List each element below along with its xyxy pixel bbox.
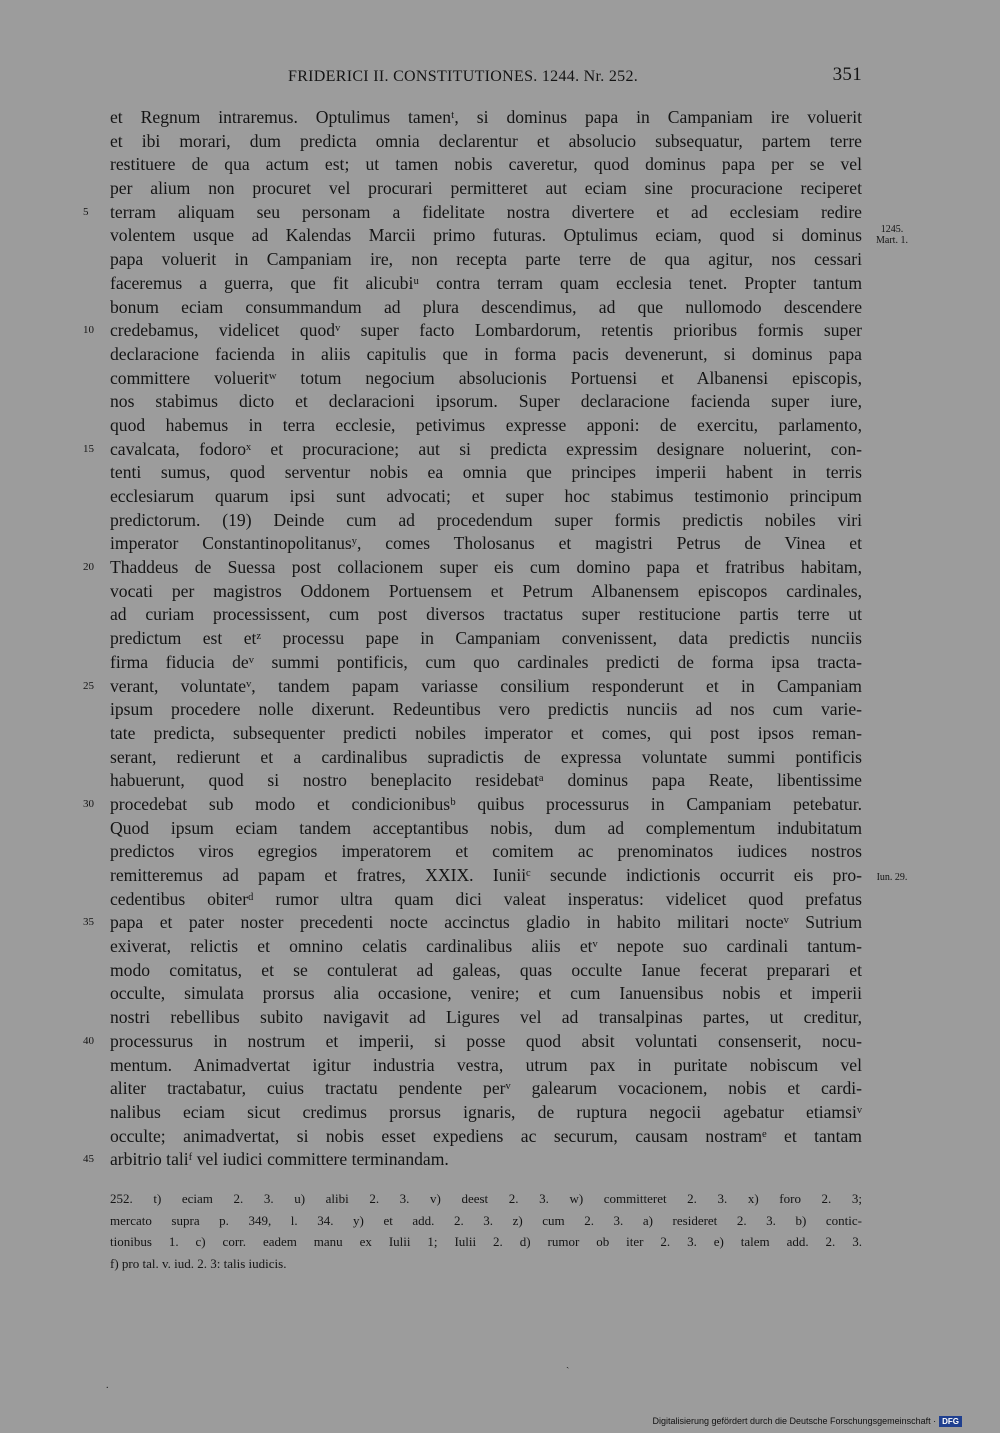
text-line: serant, redierunt et a cardinalibus supradictis de expressa voluntate summi pontificis	[110, 746, 862, 767]
text-line: nos stabimus dicto et declaracioni ipsorum. Super declaracione facienda super iure,	[110, 391, 862, 412]
line-number: 45	[83, 1153, 94, 1166]
text-line: ipsum procedere nolle dixerunt. Redeuntibus vero predictis nunciis ad nos cum varie-	[110, 699, 862, 720]
text-line: exiverat, relictis et omnino celatis cardinalibus aliis etᵛ nepote suo cardinali tantum-	[110, 936, 862, 957]
text-line-content: procedebat sub modo et condicionibusᵇ quibus processurus in Campaniam petebatur.	[110, 793, 862, 814]
text-line: occulte, simulata prorsus alia occasione, venire; et cum Ianuensibus nobis et imperii	[110, 983, 862, 1004]
margin-note-date: Iun. 29.	[876, 872, 908, 883]
margin-note-date: Mart. 1.	[876, 235, 908, 246]
margin-date-note	[862, 872, 922, 883]
running-title: FRIDERICI II. CONSTITUTIONES. 1244. Nr. 252.	[288, 68, 639, 85]
text-line-content: Thaddeus de Suessa post collacionem super eis cum domino papa et fratribus habitam,	[110, 557, 862, 578]
text-line	[83, 438, 862, 462]
text-line: per alium non procuret vel procurari permitteret aut eciam sine procuracione reciperet	[110, 178, 862, 199]
text-line: firma fiducia deᵛ summi pontificis, cum quo cardinales predicti de forma ipsa tracta-	[110, 651, 862, 672]
line-number: 40	[83, 1034, 94, 1047]
line-number: 25	[83, 679, 94, 692]
text-line: nostri rebellibus subito navigavit ad Ligures vel ad transalpinas partes, ut creditur,	[110, 1007, 862, 1028]
footnotes	[110, 1188, 862, 1274]
text-line: predictos viros egregios imperatorem et comitem ac prenominatos iudices nostros	[110, 841, 862, 862]
footnote-line: tionibus 1. c) corr. eadem manu ex Iulii 1; Iulii 2. d) rumor ob iter 2. 3. e) talem add. 2. 3.	[110, 1234, 862, 1249]
text-line: remitteremus ad papam et fratres, XXIX. Iuniiᶜ secunde indictionis occurrit eis pro-	[110, 865, 862, 885]
line-number: 5	[83, 205, 89, 218]
text-line: cedentibus obiterᵈ rumor ultra quam dici valeat insperatus: videlicet quod prefatus	[110, 888, 862, 909]
text-line: predictum est etᶻ processu pape in Campaniam convenissent, data predictis nunciis	[110, 628, 862, 649]
text-line: et ibi morari, dum predicta omnia declarentur et absolucio subsequatur, partem terre	[110, 130, 862, 151]
text-line: declaracione facienda in aliis capitulis que in forma pacis devenerunt, si dominus papa	[110, 343, 862, 364]
text-line	[83, 1148, 862, 1172]
text-line: habuerunt, quod si nostro beneplacito residebatᵃ dominus papa Reate, libentissime	[110, 770, 862, 791]
text-line	[83, 556, 862, 580]
text-line: restituere de qua actum est; ut tamen nobis caveretur, quod dominus papa per se vel	[110, 154, 862, 175]
text-line	[83, 1030, 862, 1054]
text-line-content: arbitrio taliᶠ vel iudici committere terminandam.	[110, 1149, 449, 1170]
footnote-line: mercato supra p. 349, l. 34. y) et add. 2. 3. z) cum 2. 3. a) resideret 2. 3. b) contic-	[110, 1212, 862, 1228]
text-line: et Regnum intraremus. Optulimus tamenᵗ, si dominus papa in Campaniam ire voluerit	[110, 107, 862, 127]
funding-credit-text: Digitalisierung gefördert durch die Deutsche Forschungsgemeinschaft ·	[652, 1416, 937, 1426]
text-line: bonum eciam consummandum ad plura descendimus, ad que nullomodo descendere	[110, 296, 862, 317]
page-header	[110, 64, 862, 90]
text-line-content: credebamus, videlicet quodᵛ super facto Lombardorum, retentis prioribus formis super	[110, 320, 862, 341]
text-line: faceremus a guerra, que fit alicubiᵘ contra terram quam ecclesia tenet. Propter tantum	[110, 272, 862, 293]
text-line: papa voluerit in Campaniam ire, non recepta parte terre de qua agitur, nos cessari	[110, 249, 862, 270]
page-number: 351	[832, 64, 862, 85]
text-line: volentem usque ad Kalendas Marcii primo futuras. Optulimus eciam, quod si dominus	[110, 225, 862, 246]
dfg-logo: DFG	[939, 1416, 962, 1427]
text-line-content: verant, voluntateᵛ, tandem papam variasse consilium responderunt et in Campaniam	[110, 675, 862, 696]
text-line: committere volueritʷ totum negocium absolucionis Portuensi et Albanensi episcopis,	[110, 367, 862, 388]
text-line: modo comitatus, et se contulerat ad galeas, quas occulte Ianue fecerat preparari et	[110, 959, 862, 980]
text-line: vocati per magistros Oddonem Portuensem et Petrum Albanensem episcopos cardinales,	[110, 580, 862, 601]
line-number: 30	[83, 797, 94, 810]
text-line: ad curiam processissent, cum post diversos tractatus super restitucione partis terre ut	[110, 604, 862, 625]
text-line	[83, 793, 862, 817]
text-line	[83, 201, 862, 225]
margin-date-note	[862, 224, 922, 246]
text-line: Quod ipsum eciam tandem acceptantibus nobis, dum ad complementum indubitatum	[110, 817, 862, 838]
line-number: 20	[83, 561, 94, 574]
footnote-line: f) pro tal. v. iud. 2. 3: talis iudicis.	[110, 1255, 287, 1271]
main-text	[83, 106, 862, 1172]
line-number: 15	[83, 442, 94, 455]
text-line: predictorum. (19) Deinde cum ad procedendum super formis predictis nobiles viri	[110, 509, 862, 530]
text-line-content: papa et pater noster precedenti nocte accinctus gladio in habito militari nocteᵛ Sutrium	[110, 912, 862, 933]
text-line-content: processurus in nostrum et imperii, si posse quod absit voluntati consenserit, nocu-	[110, 1030, 862, 1051]
text-line	[83, 319, 862, 343]
footnote-line: 252. t) eciam 2. 3. u) alibi 2. 3. v) deest 2. 3. w) committeret 2. 3. x) foro 2. 3;	[110, 1191, 862, 1206]
text-line: imperator Constantinopolitanusʸ, comes Tholosanus et magistri Petrus de Vinea et	[110, 533, 862, 554]
stray-mark: ˎ	[566, 1358, 570, 1369]
text-line: mentum. Animadvertat igitur industria vestra, utrum pax in puritate nobiscum vel	[110, 1054, 862, 1075]
text-line-content: cavalcata, fodoroˣ et procuracione; aut si predicta expressim designare noluerint, con-	[110, 438, 862, 459]
line-number: 35	[83, 916, 94, 929]
text-line: tenti sumus, quod serventur nobis ea omnia que principes imperii habent in terris	[110, 462, 862, 483]
funding-credit	[652, 1416, 962, 1427]
text-line: aliter tractabatur, cuius tractatu pendente perᵛ galearum vocacionem, nobis et cardi-	[110, 1078, 862, 1099]
line-number: 10	[83, 324, 94, 337]
text-line	[83, 911, 862, 935]
stray-mark: .	[106, 1380, 109, 1391]
text-line: occulte; animadvertat, si nobis esset expediens ac securum, causam nostramᵉ et tantam	[110, 1125, 862, 1146]
text-line-content: terram aliquam seu personam a fidelitate nostra divertere et ad ecclesiam redire	[110, 201, 862, 222]
margin-note-year: 1245.	[880, 224, 904, 235]
text-line	[83, 675, 862, 699]
text-line: nalibus eciam sicut credimus prorsus ignaris, de ruptura negocii agebatur etiamsiᵛ	[110, 1101, 862, 1122]
text-line: ecclesiarum quarum ipsi sunt advocati; et super hoc stabimus testimonio principum	[110, 486, 862, 506]
text-line: quod habemus in terra ecclesie, petivimus expresse apponi: de exercitu, parlamento,	[110, 414, 862, 435]
text-line: tate predicta, subsequenter predicti nobiles imperator et comes, qui post ipsos reman-	[110, 722, 862, 743]
